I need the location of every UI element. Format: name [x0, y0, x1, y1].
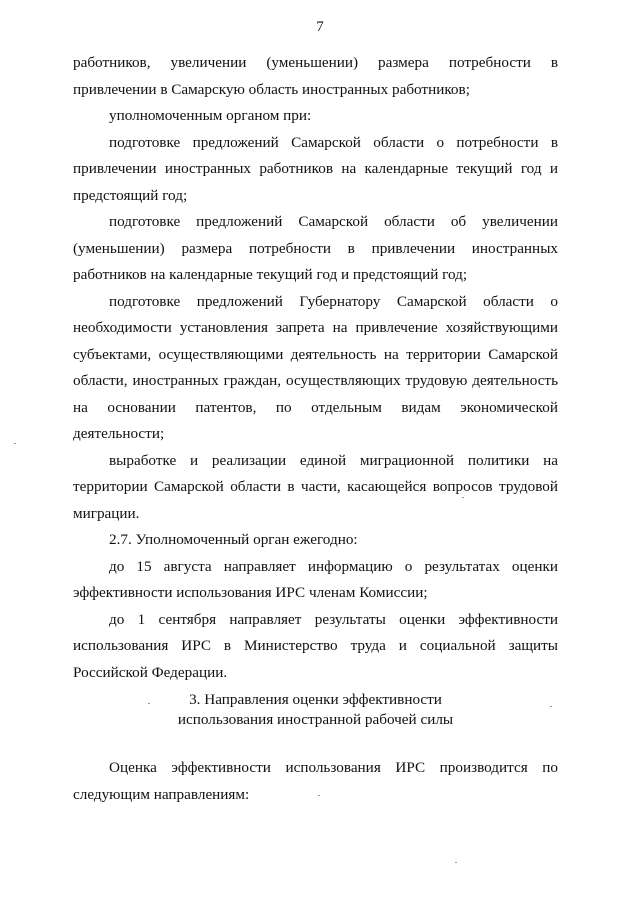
paragraph: до 1 сентября направляет результаты оценки эффективности использования ИРС в Министерство труда и социальной защиты Российской Федерации. [73, 610, 558, 681]
scan-speck [455, 862, 457, 863]
paragraph: работников, увеличении (уменьшении) размера потребности в привлечении в Самарскую область иностранных работников; [73, 54, 558, 98]
body-text [73, 50, 558, 686]
scan-speck [318, 795, 320, 796]
scan-speck [148, 703, 150, 704]
closing-text [73, 755, 558, 808]
paragraph: Оценка эффективности использования ИРС производится по следующим направлениям: [73, 759, 558, 803]
paragraph: подготовке предложений Самарской области об увеличении (уменьшении) размера потребности в привлечении иностранных работников на календарные текущий год и предстоящий год; [73, 213, 558, 283]
scan-speck [14, 443, 16, 444]
paragraph: подготовке предложений Губернатору Самарской области о необходимости установления запрета на привлечение хозяйствующими субъектами, осуществляющими деятельность на территории Самарской области, иностранных граждан, осуществляющих трудовую деятельность на основании патентов, по отдельным видам экономической деятельности; [73, 292, 558, 442]
section-heading-line: 3. Направления оценки эффективности [189, 691, 442, 708]
paragraph: 2.7. Уполномоченный орган ежегодно: [109, 531, 358, 548]
scan-speck [462, 497, 464, 498]
section-heading-line: использования иностранной рабочей силы [177, 711, 454, 728]
scan-speck [550, 706, 552, 707]
paragraph: подготовке предложений Самарской области о потребности в привлечении иностранных работников на календарные текущий год и предстоящий год; [73, 133, 558, 204]
paragraph: уполномоченным органом при: [109, 107, 312, 124]
section-heading [73, 690, 558, 730]
paragraph: до 15 августа направляет информацию о результатах оценки эффективности использования ИРС членам Комиссии; [73, 557, 558, 601]
page-number: 7 [316, 19, 324, 35]
paragraph: выработке и реализации единой миграционной политики на территории Самарской области в части, касающейся вопросов трудовой миграции. [73, 451, 558, 522]
